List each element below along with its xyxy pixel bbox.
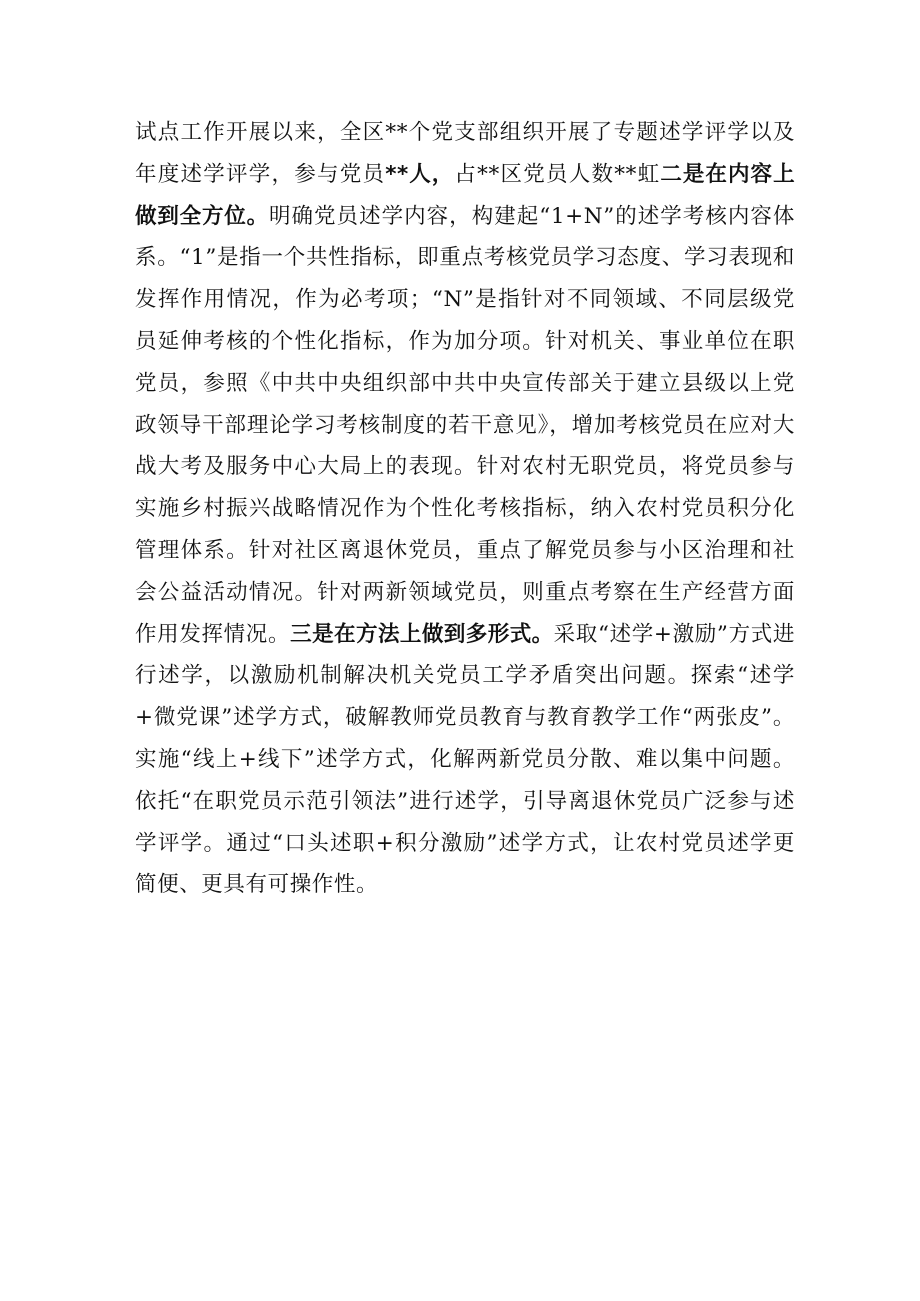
body-paragraph bbox=[135, 112, 795, 906]
text-segment-7: 采取“述学+激励”方式进行述学，以激励机制解决机关党员工学矛盾突出问题。探索“述学+微党课”述学方式，破解教师党员教育与教育教学工作“两张皮”。实施“线上+线下”述学方式，化解两新党员分散、难以集中问题。依托“在职党员示范引领法”进行述学，引导离退休党员广泛参与述学评学。通过“口头述职+积分激励”述学方式，让农村党员述学更简便、更具有可操作性。 bbox=[135, 621, 795, 898]
document-body bbox=[135, 112, 795, 906]
heading-methods-multi-form: 三是在方法上做到多形式。 bbox=[290, 621, 554, 647]
text-segment-5: 明确党员述学内容，构建起“1+N”的述学考核内容体系。“1”是指一个共性指标，即重点考核党员学习态度、学习表现和发挥作用情况，作为必考项；“N”是指针对不同领域、不同层级党员延伸考核的个性化指标，作为加分项。针对机关、事业单位在职党员，参照《中共中央组织部中共中央宣传部关于建立县级以上党政领导干部理论学习考核制度的若干意见》，增加考核党员在应对大战大考及服务中心大局上的表现。针对农村无职党员，将党员参与实施乡村振兴战略情况作为个性化考核指标，纳入农村党员积分化管理体系。针对社区离退休党员，重点了解党员参与小区治理和社会公益活动情况。针对两新领域党员，则重点考察在生产经营方面作用发挥情况。 bbox=[135, 203, 795, 647]
text-segment-3: 占**区党员人数**虹 bbox=[454, 161, 661, 187]
heading-content-all-round: 二是在内容上做到全方位。 bbox=[135, 161, 795, 229]
text-segment-2-bold: **人， bbox=[385, 161, 455, 187]
text-segment-1: 试点工作开展以来，全区**个党支部组织开展了专题述学评学以及年度述学评学，参与党员 bbox=[135, 120, 795, 187]
